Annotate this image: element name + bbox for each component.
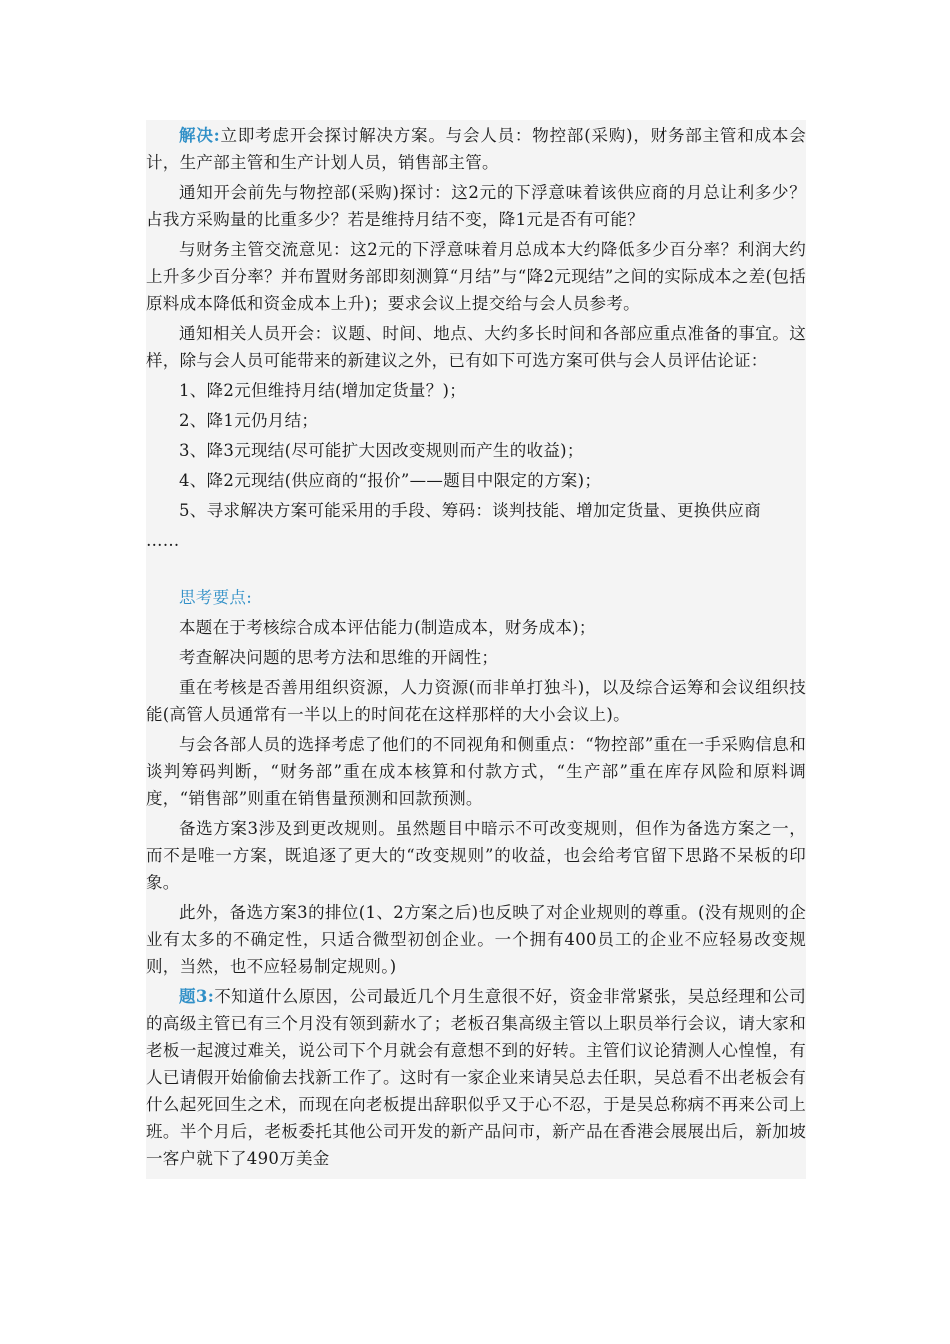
document-body (146, 120, 806, 1179)
question-3-label: 题3: (179, 987, 215, 1006)
paragraph-procurement: 通知开会前先与物控部(采购)探讨：这2元的下浮意味着该供应商的月总让利多少？占我方采购量的比重多少？若是维持月结不变，降1元是否有可能？ (146, 183, 806, 229)
thinking-point-2: 考查解决问题的思考方法和思维的开阔性； (179, 648, 499, 667)
thinking-points-heading: 思考要点: (179, 588, 253, 607)
option-3: 3、降3元现结(尽可能扩大因改变规则而产生的收益)； (179, 441, 584, 460)
question-3-paragraph (146, 983, 806, 1172)
option-4: 4、降2元现结(供应商的“报价”——题目中限定的方案)； (179, 471, 602, 490)
option-5: 5、寻求解决方案可能采用的手段、筹码：谈判技能、增加定货量、更换供应商 (179, 501, 761, 520)
option-2: 2、降1元仍月结； (179, 411, 319, 430)
ellipsis: …… (146, 531, 180, 550)
solution-text: 立即考虑开会探讨解决方案。与会人员：物控部(采购)，财务部主管和成本会计，生产部主管和生产计划人员，销售部主管。 (146, 126, 806, 172)
thinking-point-5: 备选方案3涉及到更改规则。虽然题目中暗示不可改变规则，但作为备选方案之一，而不是唯一方案，既追逐了更大的“改变规则”的收益，也会给考官留下思路不呆板的印象。 (146, 819, 806, 892)
question-3-text: 不知道什么原因，公司最近几个月生意很不好，资金非常紧张，吴总经理和公司的高级主管已有三个月没有领到薪水了；老板召集高级主管以上职员举行会议，请大家和老板一起渡过难关，说公司下个月就会有意想不到的好转。主管们议论猜测人心惶惶，有人已请假开始偷偷去找新工作了。这时有一家企业来请吴总去任职，吴总看不出老板会有什么起死回生之术，而现在向老板提出辞职似乎又于心不忍，于是吴总称病不再来公司上班。半个月后，老板委托其他公司开发的新产品问市，新产品在香港会展展出后，新加坡一客户就下了490万美金 (146, 987, 806, 1168)
option-1: 1、降2元但维持月结(增加定货量？)； (179, 381, 467, 400)
spacer (146, 557, 806, 584)
solution-paragraph (146, 122, 806, 176)
thinking-point-4: 与会各部人员的选择考虑了他们的不同视角和侧重点：“物控部”重在一手采购信息和谈判筹码判断，“财务部”重在成本核算和付款方式，“生产部”重在库存风险和原料调度，“销售部”则重在销售量预测和回款预测。 (146, 735, 806, 808)
thinking-point-6: 此外，备选方案3的排位(1、2方案之后)也反映了对企业规则的尊重。(没有规则的企业有太多的不确定性，只适合微型初创企业。一个拥有400员工的企业不应轻易改变规则，当然，也不应轻易制定规则。) (146, 903, 806, 976)
paragraph-meeting: 通知相关人员开会：议题、时间、地点、大约多长时间和各部应重点准备的事宜。这样，除与会人员可能带来的新建议之外，已有如下可选方案可供与会人员评估论证： (146, 324, 806, 370)
thinking-point-1: 本题在于考核综合成本评估能力(制造成本，财务成本)； (179, 618, 596, 637)
thinking-point-3: 重在考核是否善用组织资源，人力资源(而非单打独斗)，以及综合运筹和会议组织技能(高管人员通常有一半以上的时间花在这样那样的大小会议上)。 (146, 678, 806, 724)
solution-label: 解决: (179, 126, 221, 145)
paragraph-finance: 与财务主管交流意见：这2元的下浮意味着月总成本大约降低多少百分率？利润大约上升多少百分率？并布置财务部即刻测算“月结”与“降2元现结”之间的实际成本之差(包括原料成本降低和资金成本上升)；要求会议上提交给与会人员参考。 (146, 240, 806, 313)
